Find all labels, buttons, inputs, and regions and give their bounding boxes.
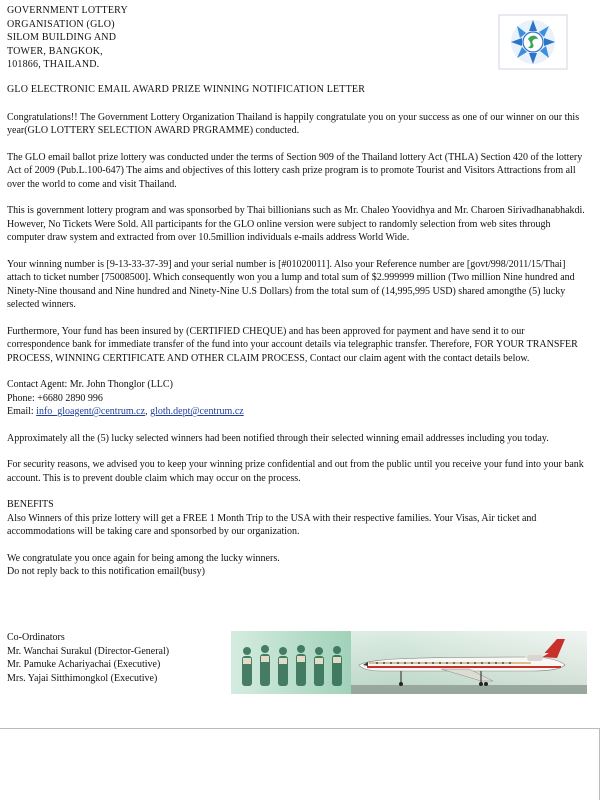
address-line: ORGANISATION (GLO)	[7, 18, 115, 30]
airline-crew-airplane-banner-icon	[231, 631, 587, 694]
address-line: GOVERNMENT LOTTERY	[7, 5, 128, 16]
page-divider	[0, 728, 600, 729]
email-separator: ,	[145, 406, 151, 417]
coordinator-name: Mr. Pamuke Achariyachai (Executive)	[7, 659, 161, 670]
letter-title: GLO ELECTRONIC EMAIL AWARD PRIZE WINNING NOTIFICATION LETTER	[7, 84, 366, 95]
contact-phone: Phone: +6680 2890 996	[7, 392, 103, 404]
address-line: TOWER, BANGKOK,	[7, 45, 103, 57]
paragraph-lottery-terms: The GLO email ballot prize lottery was conducted under the terms of Section 909 of the Thailand lottery Act (THLA) Section 420 of the lottery Act of 2009 (Pub.L.100-647) The aims and objectives of this lottery cash prize program is to promote Tourist and Visitors Attractions from all over the world to come and visit Thailand.	[7, 151, 583, 190]
contact-email-line	[7, 405, 589, 419]
email-link-agent[interactable]: info_gloagent@centrum.cz	[36, 406, 146, 417]
paragraph-fund-transfer: Furthermore, Your fund has been insured by (CERTIFIED CHEQUE) and has been approved for payment and have send it to our correspondence bank for immediate transfer of the fund into your account details via telegraphic transfer. Therefore, FOR YOUR TRANSFER PROCESS, WINNING CERTIFICATE AND OTHER CLAIM PROCESS, Contact our claim agent with the contact details below.	[7, 325, 578, 364]
paragraph-congratulations: Congratulations!! The Government Lottery Organization Thailand is happily congratulate you on your success as one of our winner on our this year(GLO LOTTERY SELECTION AWARD PRGRAMME) conducted.	[7, 111, 580, 136]
coordinator-name: Mr. Wanchai Surakul (Director-General)	[7, 645, 170, 657]
paragraph-sponsors: This is government lottery program and was sponsorbed by Thai billionians such as Mr. Chaleo Yoovidhya and Mr. Charoen Sirivadhanabhakdi. However, No Tickets Were Sold. All participants for the GLO online version were subject to randomly selection from web sites through computer draw system and extracted from over 10.5million individuals e-mails address World Wide.	[7, 205, 585, 243]
closing-block	[7, 552, 589, 579]
coordinators-block	[7, 631, 227, 685]
glo-logo-icon	[498, 14, 568, 70]
benefits-heading: BENEFITS	[7, 499, 54, 510]
closing-no-reply: Do not reply back to this notification email(busy)	[7, 566, 206, 577]
closing-congratulate: We congratulate you once again for being among the lucky winners.	[7, 552, 280, 564]
paragraph-security: For security reasons, we advised you to keep your winning prize confidential and out from the public until you receive your fund into your bank account. This is to prevent double claim which may occur on the process.	[7, 459, 584, 484]
sender-address	[7, 4, 307, 72]
benefits-text: Also Winners of this prize lottery will get a FREE 1 Month Trip to the USA with their respective families. Your Visas, Air ticket and accommodations will be taking care and sponsorbed by our organization.	[7, 512, 537, 537]
contact-agent: Contact Agent: Mr. John Thonglor (LLC)	[7, 379, 173, 390]
coordinators-heading: Co-Ordinators	[7, 632, 65, 643]
letter-body	[7, 83, 589, 592]
email-link-dept[interactable]: gloth.dept@centrum.cz	[150, 406, 244, 417]
coordinator-name: Mrs. Yajai Sitthimongkol (Executive)	[7, 672, 158, 684]
contact-block	[7, 378, 589, 419]
address-line: SILOM BUILDING AND	[7, 32, 117, 43]
email-label: Email:	[7, 406, 37, 417]
benefits-block	[7, 498, 589, 539]
paragraph-winning-numbers: Your winning number is [9-13-33-37-39] and your serial number is [#01020011]. Also your Reference number are [govt/998/2011/15/Thai] attach to ticket number [75008500]. Which consequently won you a lump and total sum of $2.999999 million (Two million Nine hundred and Ninety-Nine thousand and Nine hundred and Ninety-Nine U.S Dollars) from the total sum of (14,995,995 USD) shared amongthe (5) lucky selected winners.	[7, 258, 575, 310]
address-line: 101866, THAILAND.	[7, 59, 100, 70]
paragraph-notified: Approximately all the (5) lucky selected winners had been notified through their selected winning email addresses including you today.	[7, 432, 549, 444]
